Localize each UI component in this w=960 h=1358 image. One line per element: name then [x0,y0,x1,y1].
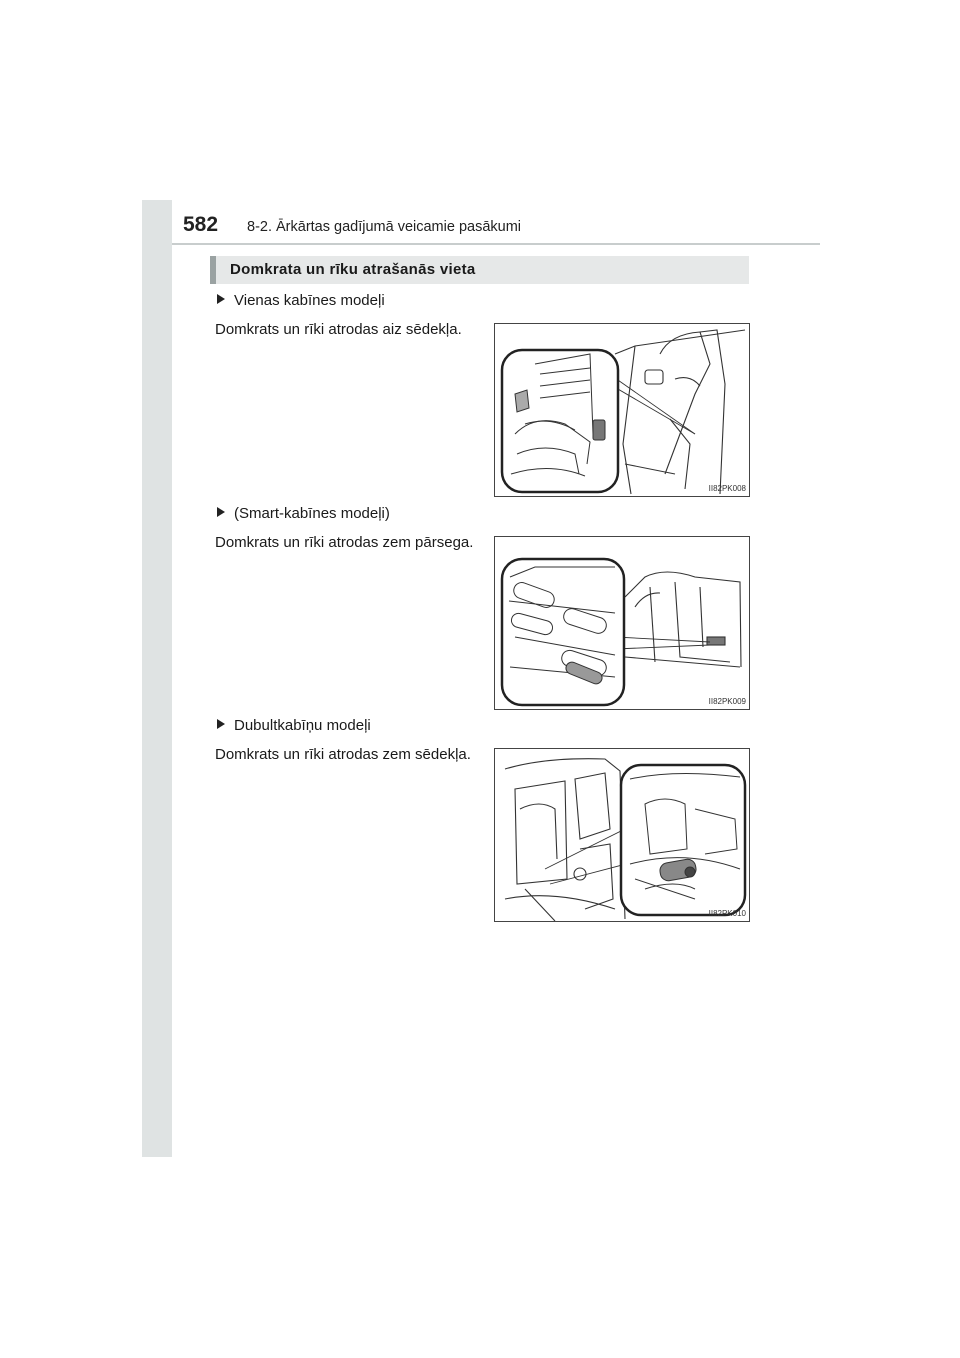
bullet-label: Vienas kabīnes modeļi [234,292,385,309]
paragraph-3: Domkrats un rīki atrodas zem sēdekļa. [215,746,471,763]
section-title: Domkrata un rīku atrašanās vieta [230,261,476,278]
triangle-bullet-icon [217,719,225,729]
smart-cab-illustration [495,537,750,710]
paragraph-1: Domkrats un rīki atrodas aiz sēdekļa. [215,321,462,338]
single-cab-illustration [495,324,750,497]
bullet-label: (Smart-kabīnes modeļi) [234,505,390,522]
section-heading-bar [210,256,749,284]
header-divider [172,243,820,245]
bullet-item-1 [217,292,385,309]
double-cab-illustration [495,749,750,922]
margin-top [142,0,172,200]
figure-code: II82PK008 [708,484,746,493]
chapter-title: 8-2. Ārkārtas gadījumā veicamie pasākumi [247,219,522,235]
figure-smart-cab [494,536,750,710]
bullet-item-2 [217,505,390,522]
paragraph-2: Domkrats un rīki atrodas zem pārsega. [215,534,474,551]
page-number: 582 [183,213,219,236]
figure-code: II82PK010 [708,909,746,918]
figure-code: II82PK009 [708,697,746,706]
bullet-item-3 [217,717,371,734]
bullet-label: Dubultkabīņu modeļi [234,717,371,734]
figure-double-cab [494,748,750,922]
side-thumb-band [142,200,172,1157]
triangle-bullet-icon [217,507,225,517]
triangle-bullet-icon [217,294,225,304]
figure-single-cab [494,323,750,497]
